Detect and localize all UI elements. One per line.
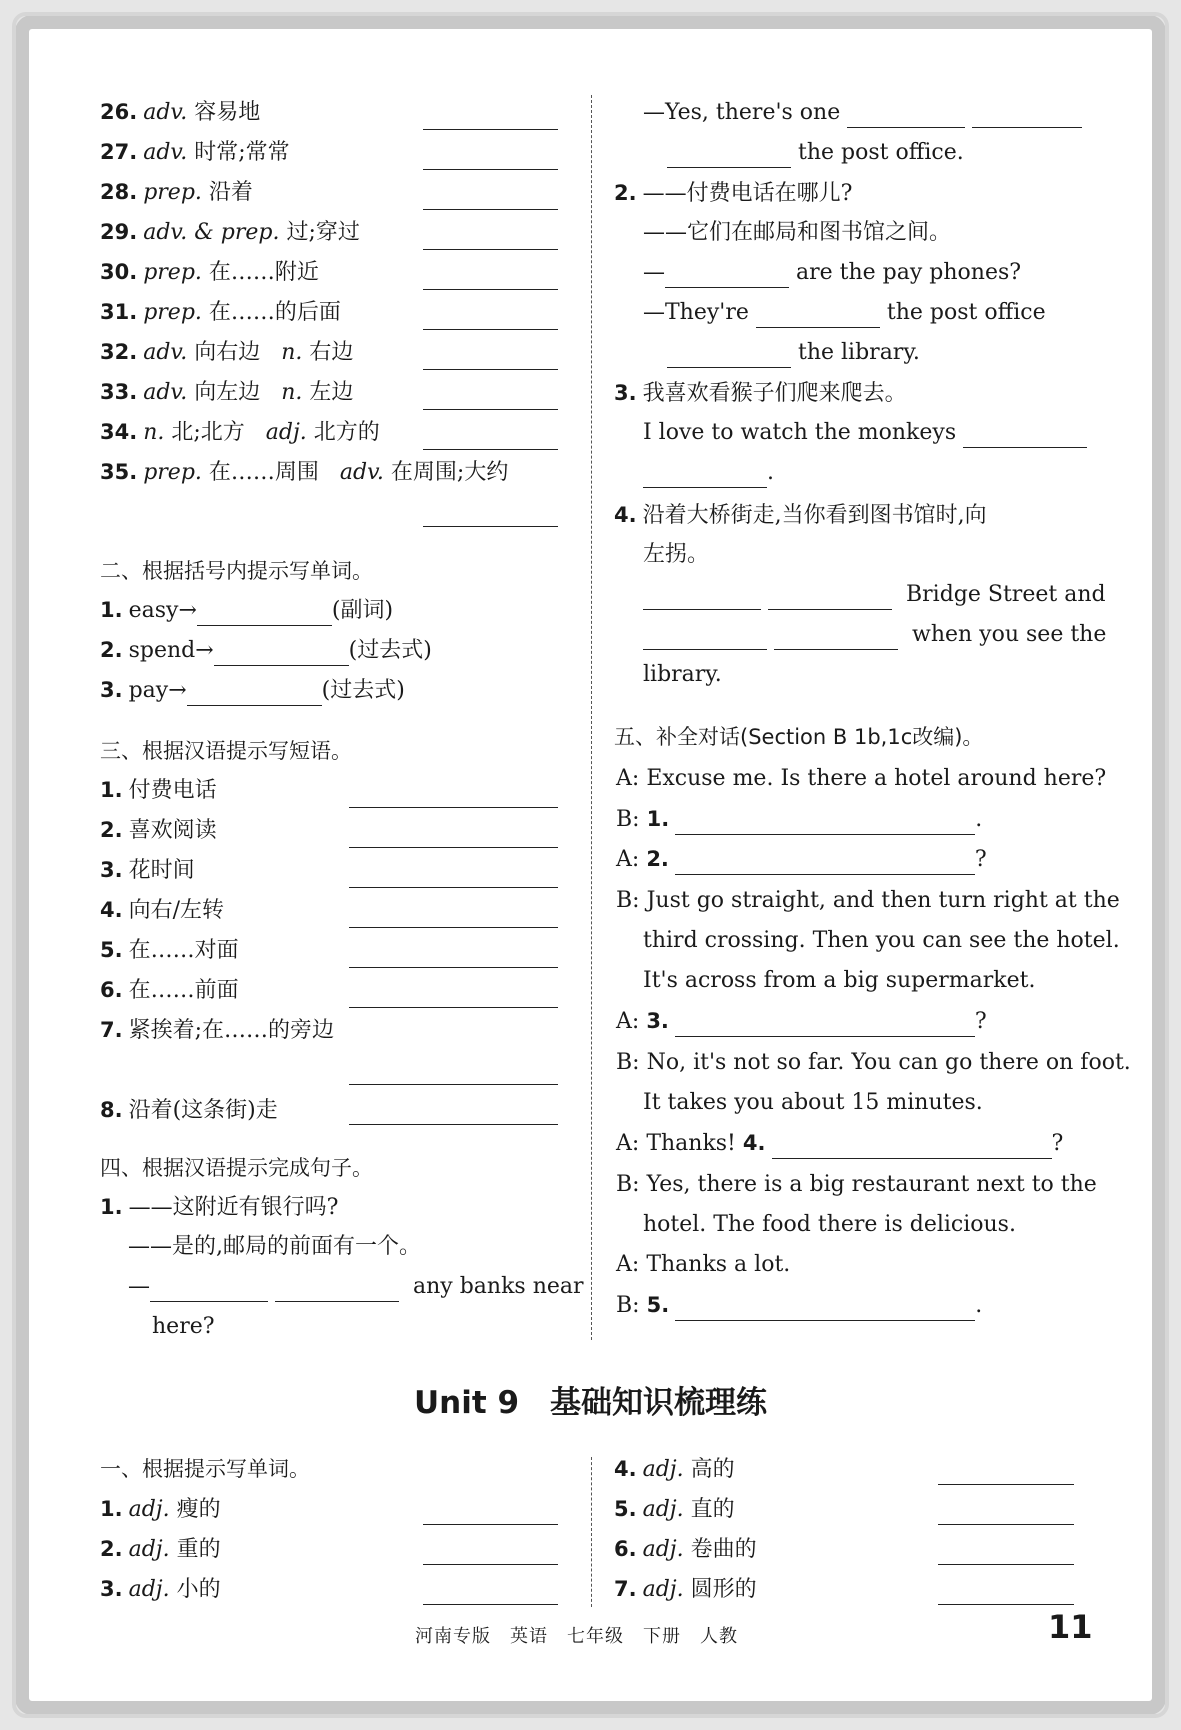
dialog-line-4: B: Just go straight, and then turn right at the <box>616 888 1120 913</box>
section2-item-1: 1. easy→ (副词) <box>100 595 393 626</box>
answer-blank[interactable] <box>938 1500 1074 1525</box>
dialog-line-3: A: 2. ? <box>616 844 987 875</box>
s4-q3-en-cont: . <box>643 458 774 488</box>
answer-blank[interactable] <box>423 425 558 450</box>
footer-text: 河南专版 英语 七年级 下册 人教 <box>415 1626 738 1647</box>
answer-blank[interactable] <box>938 1460 1074 1485</box>
s4-q2-en1: — are the pay phones? <box>643 258 1021 288</box>
answer-blank[interactable] <box>423 1540 558 1565</box>
answer-blank[interactable] <box>675 1298 975 1321</box>
answer-blank[interactable] <box>423 385 558 410</box>
s4-q2-en2: —They're the post office <box>643 298 1046 328</box>
answer-blank[interactable] <box>423 305 558 330</box>
answer-blank[interactable] <box>349 983 558 1008</box>
answer-blank[interactable] <box>423 225 558 250</box>
answer-blank[interactable] <box>423 502 558 527</box>
s4-q4-zh2: 左拐。 <box>643 542 710 567</box>
vocab-item-29: 29. adv. & prep. 过;穿过 <box>100 220 360 245</box>
dialog-line-6: It's across from a big supermarket. <box>643 968 1036 993</box>
vocab-item-35: 35. prep. 在……周围 adv. 在周围;大约 <box>100 460 509 485</box>
answer-blank[interactable] <box>972 105 1082 128</box>
page-number: 11 <box>1048 1608 1093 1646</box>
section2-item-3: 3. pay→ (过去式) <box>100 675 405 706</box>
column-divider <box>591 1457 592 1607</box>
section3-item-5: 5. 在……对面 <box>100 938 239 963</box>
answer-blank[interactable] <box>772 1136 1052 1159</box>
unit9-item-6: 6. adj. 卷曲的 <box>614 1537 757 1562</box>
answer-blank[interactable] <box>349 1100 558 1125</box>
section-heading: 三、根据汉语提示写短语。 <box>100 739 352 763</box>
vocab-item-34: 34. n. 北;北方 adj. 北方的 <box>100 420 380 445</box>
answer-blank[interactable] <box>423 185 558 210</box>
dialog-line-7: A: 3. ? <box>616 1006 987 1037</box>
section3-item-1: 1. 付费电话 <box>100 778 217 803</box>
answer-blank[interactable] <box>847 105 965 128</box>
s4-q2-zh2: ——它们在邮局和图书馆之间。 <box>643 220 952 245</box>
section3-item-3: 3. 花时间 <box>100 858 195 883</box>
answer-blank[interactable] <box>423 1500 558 1525</box>
answer-blank[interactable] <box>423 105 558 130</box>
s4-q1-en3: the post office. <box>667 138 964 168</box>
vocab-item-28: 28. prep. 沿着 <box>100 180 253 205</box>
answer-blank[interactable] <box>643 587 761 610</box>
dialog-line-2: B: 1. . <box>616 804 982 835</box>
s4-q3-zh: 3. 我喜欢看猴子们爬来爬去。 <box>614 381 907 406</box>
answer-blank[interactable] <box>667 345 791 368</box>
answer-blank[interactable] <box>423 145 558 170</box>
dialog-line-12: hotel. The food there is delicious. <box>643 1212 1016 1237</box>
s4-q4-en3: library. <box>643 662 722 687</box>
answer-blank[interactable] <box>349 943 558 968</box>
answer-blank[interactable] <box>667 145 791 168</box>
vocab-item-27: 27. adv. 时常;常常 <box>100 140 290 165</box>
column-divider <box>591 95 592 1340</box>
answer-blank[interactable] <box>938 1580 1074 1605</box>
answer-blank[interactable] <box>349 1060 558 1085</box>
section4-q1-zh1: 1. ——这附近有银行吗? <box>100 1195 339 1220</box>
answer-blank[interactable] <box>214 643 349 666</box>
dialog-line-8: B: No, it's not so far. You can go there on foot. <box>616 1050 1131 1075</box>
s4-q1-en2: —Yes, there's one <box>643 98 1082 128</box>
unit9-item-7: 7. adj. 圆形的 <box>614 1577 757 1602</box>
answer-blank[interactable] <box>197 603 332 626</box>
answer-blank[interactable] <box>275 1279 399 1302</box>
section3-item-2: 2. 喜欢阅读 <box>100 818 217 843</box>
answer-blank[interactable] <box>423 1580 558 1605</box>
answer-blank[interactable] <box>938 1540 1074 1565</box>
answer-blank[interactable] <box>774 627 898 650</box>
section-heading: 五、补全对话(Section B 1b,1c改编)。 <box>614 725 984 749</box>
vocab-item-33: 33. adv. 向左边 n. 左边 <box>100 380 354 405</box>
vocab-item-30: 30. prep. 在……附近 <box>100 260 319 285</box>
answer-blank[interactable] <box>665 265 789 288</box>
section4-q1-zh2: ——是的,邮局的前面有一个。 <box>128 1234 421 1259</box>
answer-blank[interactable] <box>349 783 558 808</box>
answer-blank[interactable] <box>150 1279 268 1302</box>
dialog-line-11: B: Yes, there is a big restaurant next to the <box>616 1172 1097 1197</box>
section3-item-4: 4. 向右/左转 <box>100 898 225 923</box>
s4-q4-en2: when you see the <box>643 620 1106 650</box>
section-heading: 四、根据汉语提示完成句子。 <box>100 1156 373 1180</box>
answer-blank[interactable] <box>423 265 558 290</box>
dialog-line-5: third crossing. Then you can see the hotel. <box>643 928 1120 953</box>
section-heading: 二、根据括号内提示写单词。 <box>100 559 373 583</box>
answer-blank[interactable] <box>423 345 558 370</box>
answer-blank[interactable] <box>187 683 322 706</box>
section3-item-8: 8. 沿着(这条街)走 <box>100 1098 278 1123</box>
dialog-line-13: A: Thanks a lot. <box>616 1252 791 1277</box>
s4-q2-zh1: 2. ——付费电话在哪儿? <box>614 181 853 206</box>
answer-blank[interactable] <box>675 1014 975 1037</box>
s4-q4-zh1: 4. 沿着大桥街走,当你看到图书馆时,向 <box>614 503 987 528</box>
dialog-line-9: It takes you about 15 minutes. <box>643 1090 983 1115</box>
s4-q4-en1: Bridge Street and <box>643 580 1106 610</box>
section4-q1-en1-cont: here? <box>152 1314 215 1339</box>
unit9-item-2: 2. adj. 重的 <box>100 1537 221 1562</box>
answer-blank[interactable] <box>643 627 767 650</box>
unit9-item-4: 4. adj. 高的 <box>614 1457 735 1482</box>
section-heading: 一、根据提示写单词。 <box>100 1457 310 1481</box>
unit9-item-3: 3. adj. 小的 <box>100 1577 221 1602</box>
unit9-item-5: 5. adj. 直的 <box>614 1497 735 1522</box>
section3-item-7: 7. 紧挨着;在……的旁边 <box>100 1018 335 1043</box>
s4-q3-en: I love to watch the monkeys <box>643 418 1087 448</box>
unit-title: Unit 9 基础知识梳理练 <box>413 1385 768 1421</box>
vocab-item-31: 31. prep. 在……的后面 <box>100 300 341 325</box>
answer-blank[interactable] <box>675 812 975 835</box>
s4-q2-en3: the library. <box>667 338 920 368</box>
dialog-line-10: A: Thanks! 4. ? <box>616 1128 1063 1159</box>
answer-blank[interactable] <box>768 587 892 610</box>
dialog-line-1: A: Excuse me. Is there a hotel around here? <box>616 766 1107 791</box>
answer-blank[interactable] <box>349 903 558 928</box>
section4-q1-en1: — any banks near <box>128 1272 584 1302</box>
section2-item-2: 2. spend→ (过去式) <box>100 635 432 666</box>
unit9-item-1: 1. adj. 瘦的 <box>100 1497 221 1522</box>
answer-blank[interactable] <box>756 305 880 328</box>
answer-blank[interactable] <box>675 852 975 875</box>
answer-blank[interactable] <box>643 465 767 488</box>
answer-blank[interactable] <box>349 863 558 888</box>
section3-item-6: 6. 在……前面 <box>100 978 239 1003</box>
vocab-item-32: 32. adv. 向右边 n. 右边 <box>100 340 354 365</box>
answer-blank[interactable] <box>963 425 1087 448</box>
vocab-item-26: 26. adv. 容易地 <box>100 100 261 125</box>
answer-blank[interactable] <box>349 823 558 848</box>
dialog-line-14: B: 5. . <box>616 1290 982 1321</box>
